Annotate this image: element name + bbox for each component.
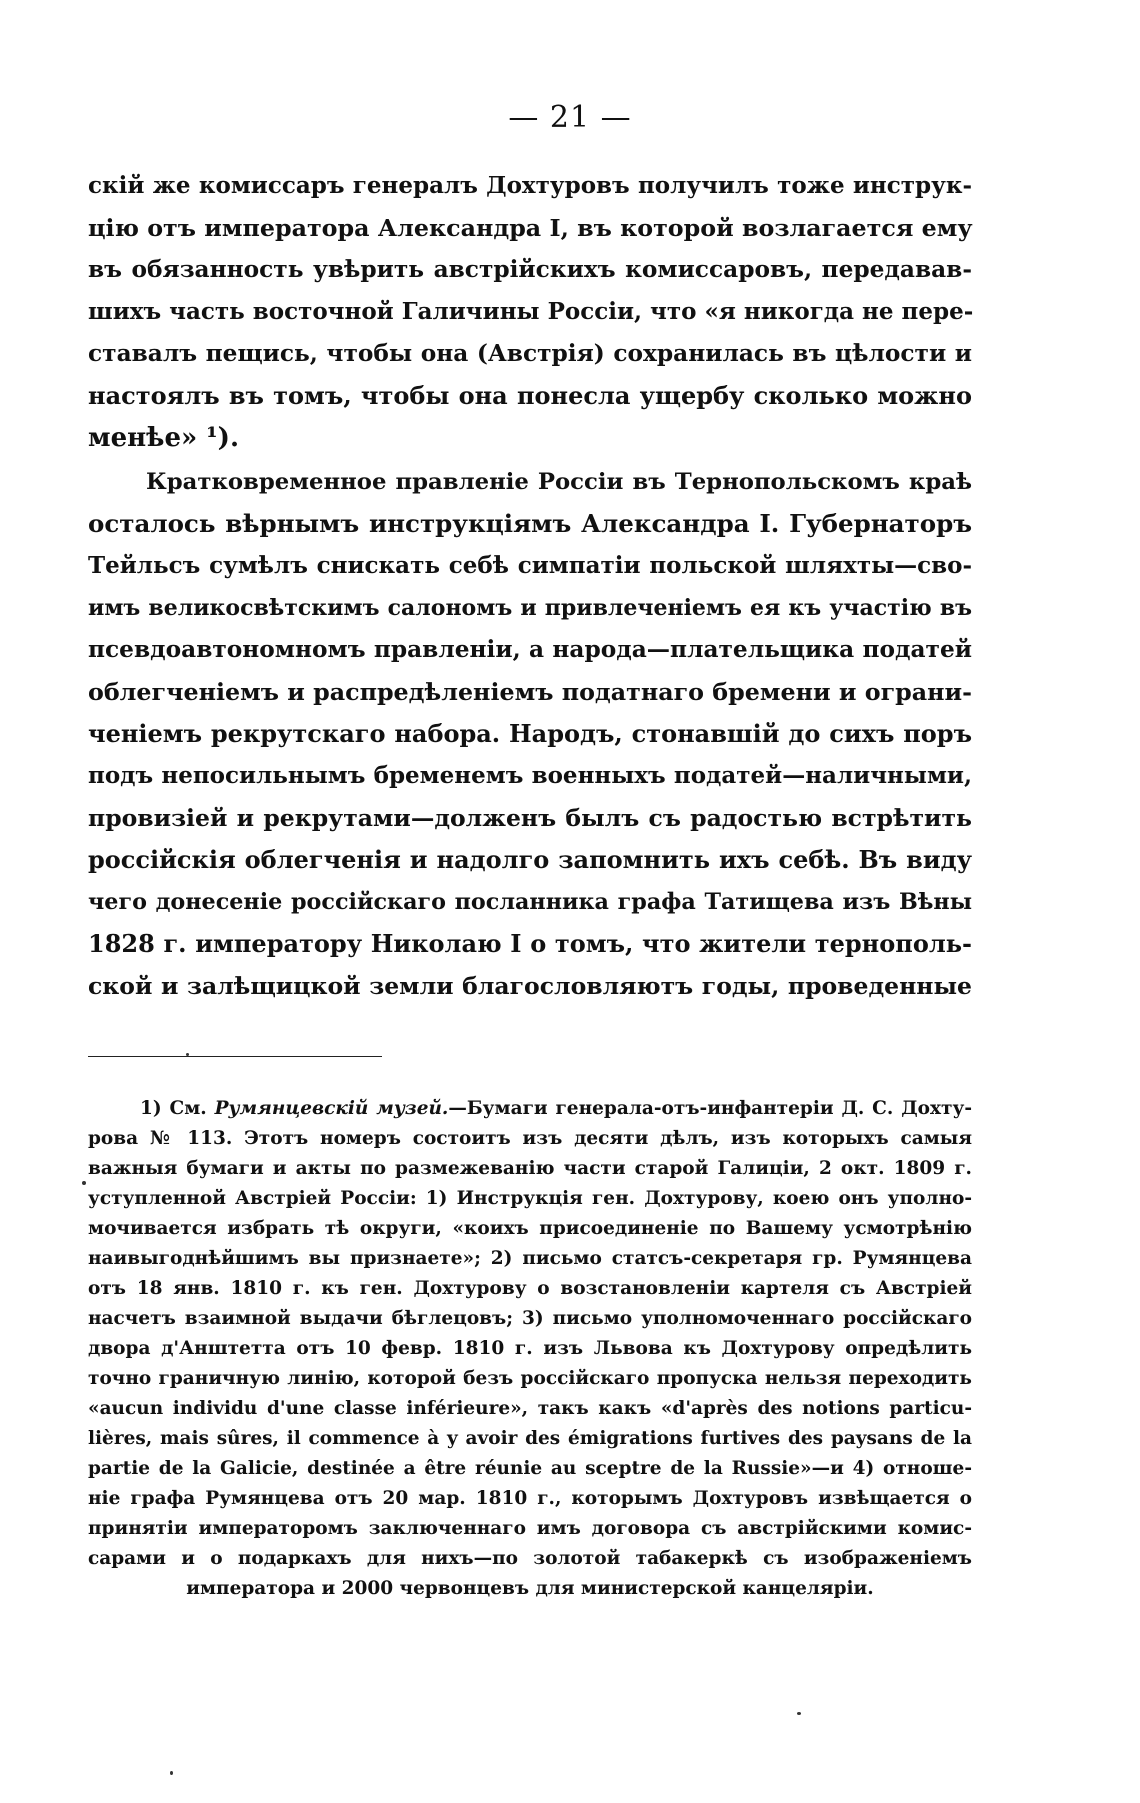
footnote-line: «aucun individu d'une classe inférieure», такъ какъ «d'après des notions particu- xyxy=(88,1398,972,1419)
body-line: ставалъ пещись, чтобы она (Австрія) сохранилась въ цѣлости и xyxy=(88,340,972,367)
body-line: ской и залѣщицкой земли благословляютъ годы, проведенные xyxy=(88,972,972,1000)
footnote-line: ніе графа Румянцева отъ 20 мар. 1810 г., которымъ Дохтуровъ извѣщается о xyxy=(88,1488,972,1509)
footnote-line: императора и 2000 червонцевъ для министерской канцеляріи. xyxy=(186,1578,874,1599)
page-number: — 21 — xyxy=(508,100,632,135)
body-line: менѣе» ¹). xyxy=(88,423,240,453)
ink-speck xyxy=(82,1181,86,1185)
body-line: имъ великосвѣтскимъ салономъ и привлеченіемъ ея къ участію въ xyxy=(88,595,972,621)
footnote-separator xyxy=(88,1056,382,1057)
footnote-line: принятіи императоромъ заключеннаго имъ договора съ австрійскими комис- xyxy=(88,1518,972,1539)
footnote-line: важныя бумаги и акты по размежеванію части старой Галиціи, 2 окт. 1809 г. xyxy=(88,1158,972,1179)
ink-speck xyxy=(170,1771,173,1775)
footnote-line: уступленной Австріей Россіи: 1) Инструкція ген. Дохтурову, коею онъ уполно- xyxy=(88,1188,972,1209)
footnote-line: partie de la Galicie, destinée a être réunie au sceptre de la Russie»—и 4) отноше- xyxy=(88,1458,972,1479)
ink-speck xyxy=(797,1712,801,1715)
footnote-text: —Бумаги генерала-отъ-инфантеріи Д. С. Дохту- xyxy=(448,1098,972,1119)
body-line: шихъ часть восточной Галичины Россіи, что «я никогда не пере- xyxy=(88,298,974,325)
body-line: ченіемъ рекрутскаго набора. Народъ, стонавшій до сихъ поръ xyxy=(88,719,972,748)
footnote-line xyxy=(140,1096,972,1122)
body-line: провизіей и рекрутами—долженъ былъ съ радостью встрѣтить xyxy=(88,804,972,832)
footnote-line: сарами и о подаркахъ для нихъ—по золотой табакеркѣ съ изображеніемъ xyxy=(88,1548,972,1569)
body-line: псевдоавтономномъ правленіи, а народа—плательщика податей xyxy=(88,636,972,663)
footnote-line: lières, mais sûres, il commence à y avoir des émigrations furtives des paysans de la xyxy=(88,1428,972,1449)
body-line: скій же комиссаръ генералъ Дохтуровъ получилъ тоже инструк- xyxy=(88,172,972,199)
body-line: Тейльсъ сумѣлъ снискать себѣ симпатіи польской шляхты—сво- xyxy=(88,552,972,579)
footnote-line: наивыгоднѣйшимъ вы признаете»; 2) письмо статсъ-секретаря гр. Румянцева xyxy=(88,1248,972,1269)
footnote-line: двора д'Анштетта отъ 10 февр. 1810 г. изъ Львова къ Дохтурову опредѣлить xyxy=(88,1338,972,1359)
body-line: цію отъ императора Александра I, въ которой возлагается ему xyxy=(88,214,973,242)
footnote-source-title: Румянцевскій музей. xyxy=(214,1098,449,1119)
body-line: подъ непосильнымъ бременемъ военныхъ податей—наличными, xyxy=(88,762,972,789)
body-line: чего донесеніе россійскаго посланника графа Татищева изъ Вѣны xyxy=(88,889,972,915)
body-line: Кратковременное правленіе Россіи въ Тернопольскомъ краѣ xyxy=(146,469,972,495)
body-line: осталось вѣрнымъ инструкціямъ Александра I. Губернаторъ xyxy=(88,509,972,538)
footnote-line: насчетъ взаимной выдачи бѣглецовъ; 3) письмо уполномоченнаго россійскаго xyxy=(88,1308,972,1329)
body-line: облегченіемъ и распредѣленіемъ податнаго бремени и ограни- xyxy=(88,678,972,706)
footnote-marker: 1) См. xyxy=(140,1098,215,1119)
footnote-line: рова № 113. Этотъ номеръ состоитъ изъ десяти дѣлъ, изъ которыхъ самыя xyxy=(88,1128,972,1149)
footnote-line: мочивается избрать тѣ округи, «коихъ присоединеніе по Вашему усмотрѣнію xyxy=(88,1218,972,1239)
body-line: въ обязанность увѣрить австрійскихъ комиссаровъ, передавав- xyxy=(88,256,972,283)
body-line: россійскія облегченія и надолго запомнить ихъ себѣ. Въ виду xyxy=(88,845,972,874)
body-line: 1828 г. императору Николаю I о томъ, что жители тернополь- xyxy=(88,929,972,958)
footnote-line: отъ 18 янв. 1810 г. къ ген. Дохтурову о возстановленіи картеля съ Австріей xyxy=(88,1278,972,1299)
ink-speck xyxy=(186,1053,189,1056)
footnote-line: точно граничную линію, которой безъ россійскаго пропуска нельзя переходить xyxy=(88,1368,972,1389)
body-line: настоялъ въ томъ, чтобы она понесла ущербу сколько можно xyxy=(88,381,972,410)
